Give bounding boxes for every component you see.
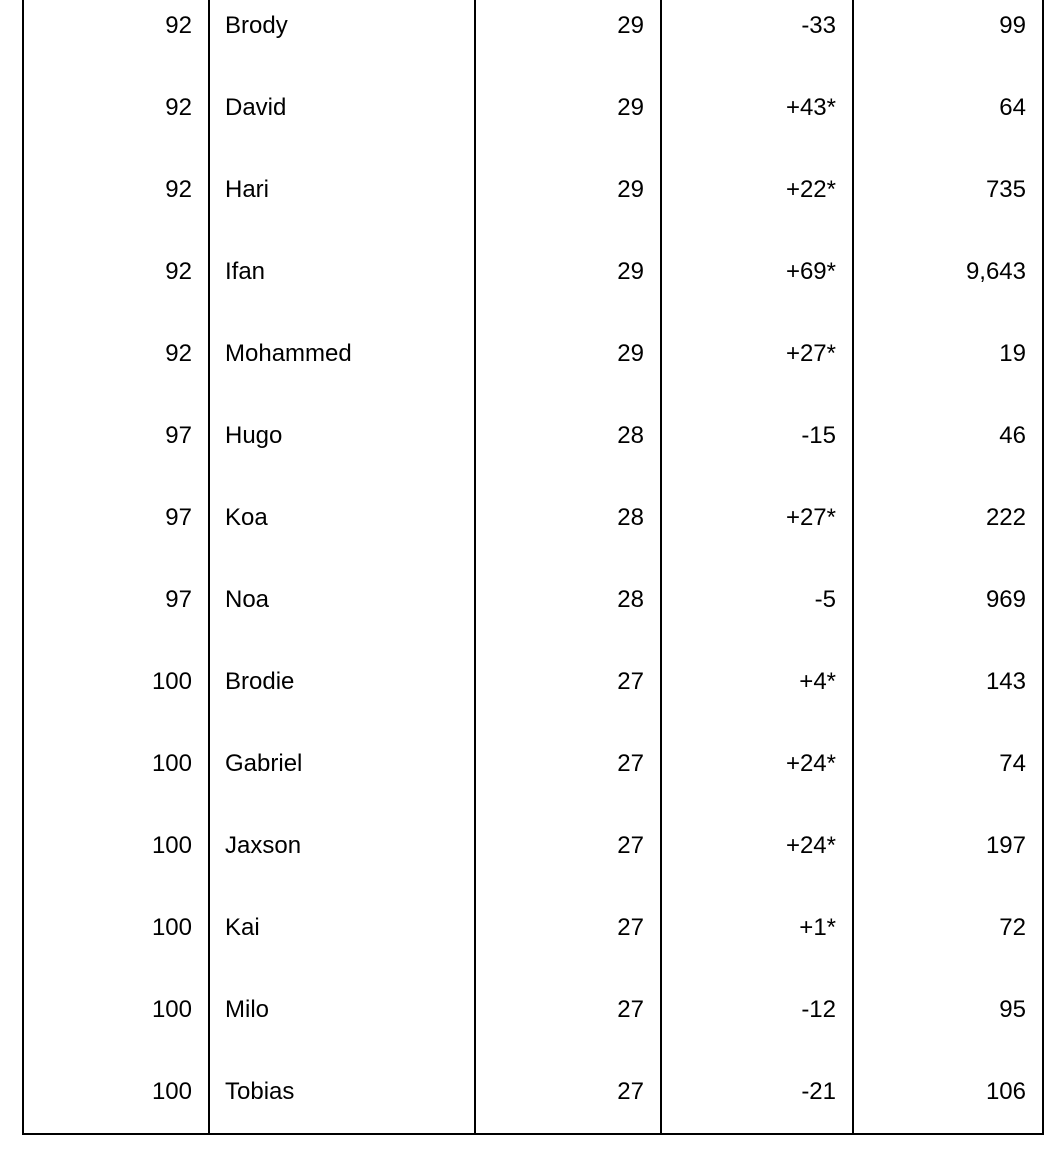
rank-cell: 92 [23,67,209,149]
count-cell: 29 [475,67,661,149]
previous-cell: 72 [853,887,1043,969]
previous-cell: 19 [853,313,1043,395]
table-row [23,0,1043,67]
count-cell: 29 [475,313,661,395]
previous-cell: 64 [853,67,1043,149]
count-cell: 28 [475,559,661,641]
change-cell: +24* [661,723,853,805]
previous-cell: 74 [853,723,1043,805]
rank-cell: 92 [23,0,209,67]
rank-cell: 92 [23,313,209,395]
count-cell: 27 [475,1051,661,1134]
change-cell: -12 [661,969,853,1051]
name-cell: Milo [209,969,475,1051]
previous-cell: 99 [853,0,1043,67]
name-cell: Noa [209,559,475,641]
name-cell: Tobias [209,1051,475,1134]
change-cell: +22* [661,149,853,231]
table-row [23,805,1043,887]
change-cell: +4* [661,641,853,723]
names-table [22,0,1044,1135]
name-cell: Hugo [209,395,475,477]
change-cell: +27* [661,477,853,559]
change-cell: +43* [661,67,853,149]
count-cell: 29 [475,231,661,313]
previous-cell: 969 [853,559,1043,641]
name-cell: Ifan [209,231,475,313]
count-cell: 27 [475,805,661,887]
name-cell: Kai [209,887,475,969]
count-cell: 27 [475,969,661,1051]
rank-cell: 92 [23,149,209,231]
rank-cell: 100 [23,887,209,969]
change-cell: +27* [661,313,853,395]
names-table-body [23,0,1043,1134]
name-cell: Brodie [209,641,475,723]
change-cell: +69* [661,231,853,313]
rank-cell: 100 [23,723,209,805]
previous-cell: 46 [853,395,1043,477]
previous-cell: 106 [853,1051,1043,1134]
name-cell: Hari [209,149,475,231]
name-cell: Jaxson [209,805,475,887]
name-cell: David [209,67,475,149]
table-row [23,1051,1043,1134]
rank-cell: 97 [23,395,209,477]
change-cell: +24* [661,805,853,887]
rank-cell: 100 [23,1051,209,1134]
previous-cell: 197 [853,805,1043,887]
previous-cell: 222 [853,477,1043,559]
rank-cell: 100 [23,641,209,723]
rank-cell: 97 [23,477,209,559]
count-cell: 29 [475,149,661,231]
count-cell: 28 [475,395,661,477]
names-table-container [22,0,1042,1135]
rank-cell: 100 [23,805,209,887]
previous-cell: 95 [853,969,1043,1051]
count-cell: 29 [475,0,661,67]
table-row [23,887,1043,969]
table-row [23,641,1043,723]
previous-cell: 9,643 [853,231,1043,313]
count-cell: 27 [475,641,661,723]
table-row [23,67,1043,149]
table-row [23,969,1043,1051]
name-cell: Koa [209,477,475,559]
rank-cell: 92 [23,231,209,313]
table-row [23,313,1043,395]
change-cell: -5 [661,559,853,641]
table-row [23,723,1043,805]
rank-cell: 100 [23,969,209,1051]
change-cell: -15 [661,395,853,477]
table-row [23,395,1043,477]
table-row [23,477,1043,559]
change-cell: +1* [661,887,853,969]
name-cell: Mohammed [209,313,475,395]
count-cell: 27 [475,887,661,969]
rank-cell: 97 [23,559,209,641]
previous-cell: 143 [853,641,1043,723]
count-cell: 28 [475,477,661,559]
table-row [23,149,1043,231]
table-row [23,231,1043,313]
name-cell: Brody [209,0,475,67]
change-cell: -21 [661,1051,853,1134]
table-row [23,559,1043,641]
previous-cell: 735 [853,149,1043,231]
count-cell: 27 [475,723,661,805]
name-cell: Gabriel [209,723,475,805]
change-cell: -33 [661,0,853,67]
